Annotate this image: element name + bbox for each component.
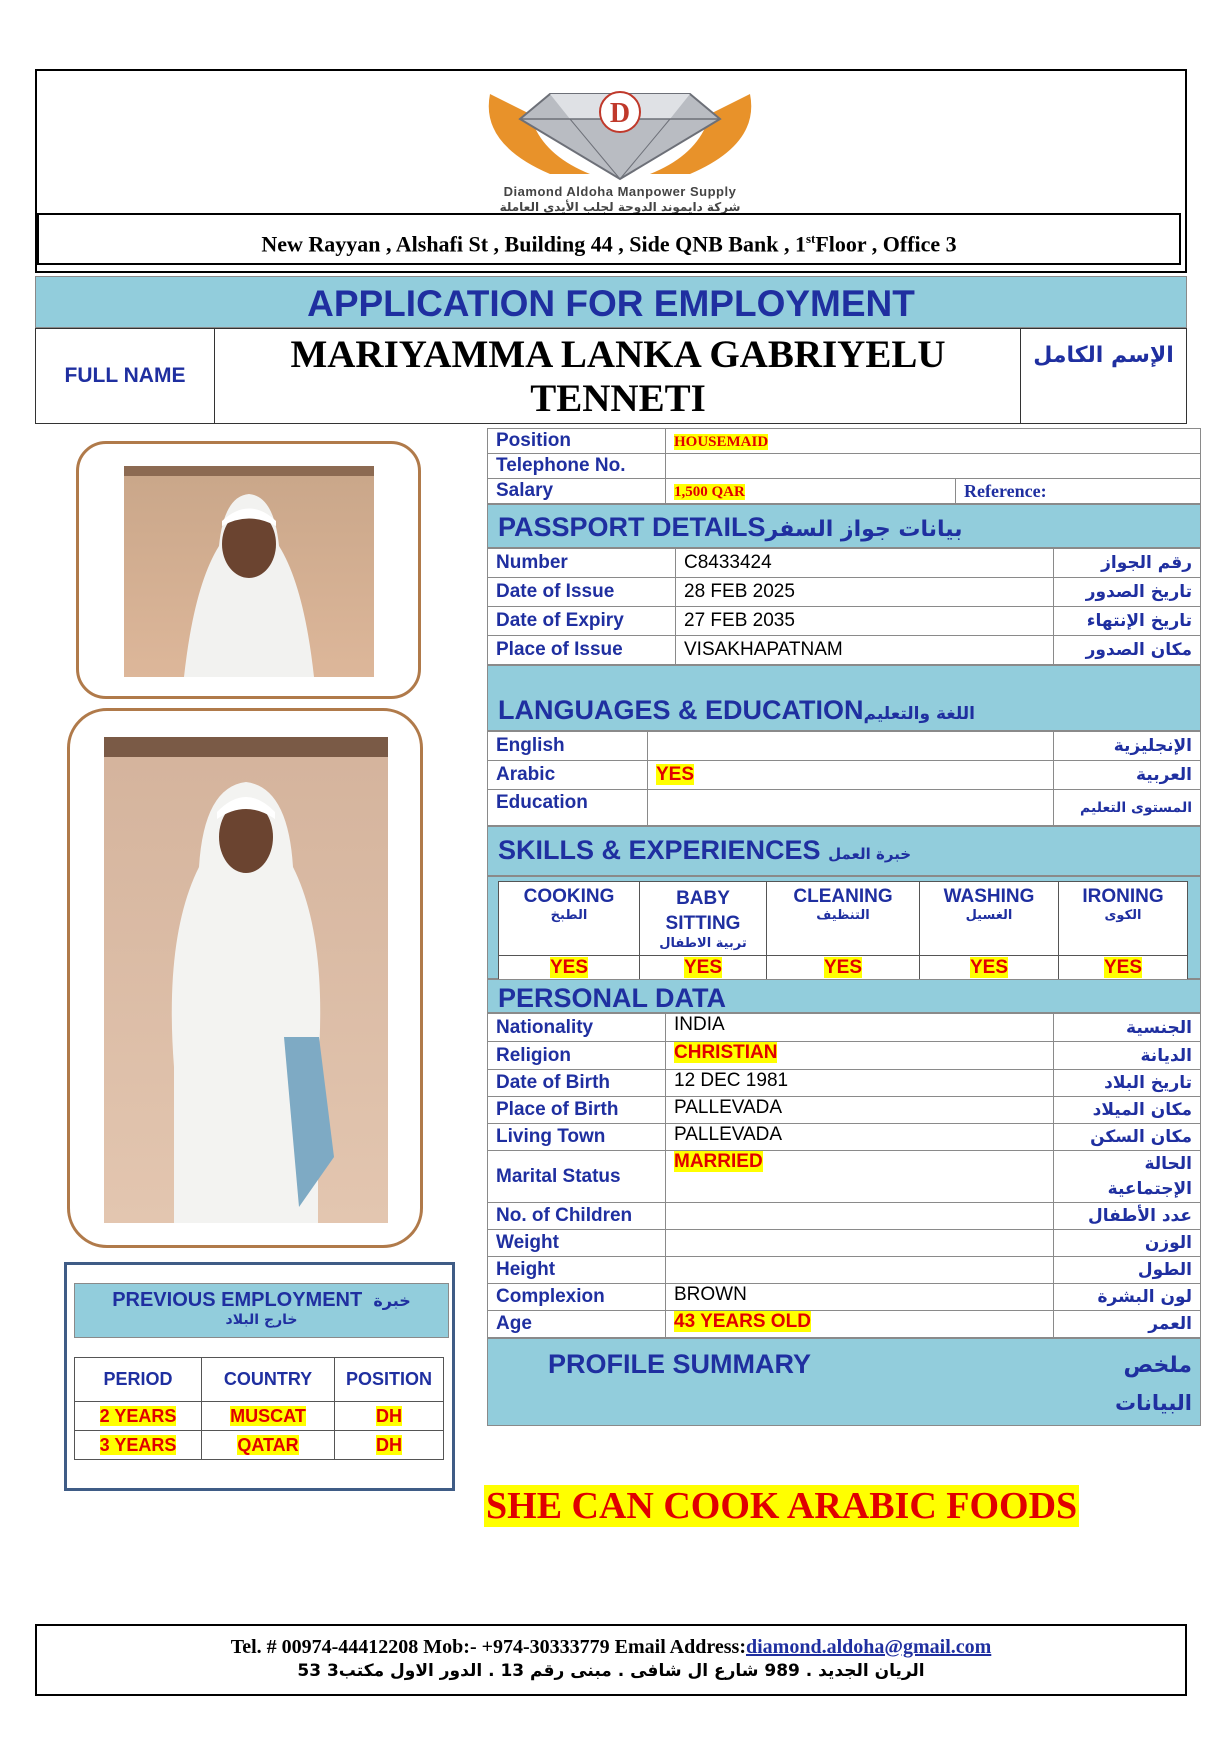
col-position: POSITION [335,1358,444,1402]
position-value: HOUSEMAID [674,434,769,450]
profile-summary-title: PROFILE SUMMARY [548,1349,811,1379]
table-row: Living Town PALLEVADA مكان السكن [488,1124,1201,1151]
passport-table [487,548,1201,665]
table-row: Nationality INDIA الجنسية [488,1014,1201,1042]
salary-label: Salary [488,479,666,504]
english-value [648,732,1054,761]
age-value: 43 YEARS OLD [674,1311,811,1332]
footer-email-link[interactable]: diamond.aldoha@gmail.com [745,1636,992,1658]
skill-value: YES [823,957,863,978]
job-info-table [487,428,1201,504]
skill-value: YES [1103,957,1143,978]
table-row [75,1402,444,1431]
full-body-photo [104,737,388,1223]
table-row: No. of Children عدد الأطفال [488,1203,1201,1230]
logo-diamond-hands-icon [470,74,770,184]
arabic-value: YES [656,764,695,785]
address-bar [37,213,1181,265]
details-column [487,428,1201,1426]
passport-heading-ar: بيانات جواز السفر [765,517,963,542]
footer-phone-text: Tel. # 00974-44412208 Mob:- +974-30333779 Email Address: [230,1636,746,1658]
full-name-row [35,328,1187,424]
address-ordinal: st [805,231,816,246]
table-row: Date of Birth 12 DEC 1981 تاريخ البلاد [488,1070,1201,1097]
svg-text:D: D [609,98,631,129]
skill-ironing: IRONING الكوى [1059,882,1188,956]
table-row: Complexion BROWN لون البشرة [488,1284,1201,1311]
table-row: Number C8433424 رقم الجواز [488,549,1201,578]
table-row: Date of Issue 28 FEB 2025 تاريخ الصدور [488,578,1201,607]
previous-employment-title-ar-2: خارج البلاد [225,1312,298,1328]
full-name-line-1: MARIYAMMA LANKA GABRIYELU [290,333,946,376]
table-row: English الإنجليزية [488,732,1201,761]
skills-heading [487,826,1201,876]
application-title: APPLICATION FOR EMPLOYMENT [35,276,1187,328]
photo-frame-portrait [76,441,421,699]
address-text: New Rayyan , Alshafi St , Building 44 , Side QNB Bank , 1 [261,231,806,257]
skill-cooking: COOKING الطبخ [499,882,640,956]
skills-panel [487,876,1201,979]
reference-label: Reference: [956,479,1201,504]
salary-value: 1,500 QAR [674,484,745,500]
table-row [75,1431,444,1460]
portrait-photo [124,466,374,677]
languages-table [487,731,1201,826]
table-row: Marital Status MARRIED الحالة الإجتماعية [488,1151,1201,1203]
marital-status-value: MARRIED [674,1151,763,1172]
table-row: Height الطول [488,1257,1201,1284]
table-row: Education المستوى التعليم [488,790,1201,826]
skill-cleaning: CLEANING التنظيف [767,882,920,956]
passport-expiry-date: 27 FEB 2035 [676,607,1054,636]
passport-issue-date: 28 FEB 2025 [676,578,1054,607]
photo-frame-full-body [67,708,423,1248]
full-name-line-2: TENNETI [530,377,706,420]
position-label: Position [488,429,666,454]
full-name-label-ar: الإسم الكامل [1020,329,1186,423]
table-row: Place of Issue VISAKHAPATNAM مكان الصدور [488,636,1201,665]
table-row: Weight الوزن [488,1230,1201,1257]
full-name-label: FULL NAME [36,329,215,423]
footer-contact [35,1624,1187,1696]
previous-employment-heading [74,1283,449,1338]
person-portrait-icon [124,466,374,677]
table-row: Age 43 YEARS OLD العمر [488,1311,1201,1338]
skills-table [498,881,1188,981]
languages-heading-en: LANGUAGES & EDUCATION [498,695,864,725]
profile-summary [487,1338,1201,1426]
table-row: Religion CHRISTIAN الديانة [488,1042,1201,1070]
previous-employment-title: PREVIOUS EMPLOYMENT [112,1289,363,1311]
passport-number: C8433424 [676,549,1054,578]
languages-heading [487,665,1201,731]
address-text-end: Floor , Office 3 [815,231,957,257]
table-row: Arabic YES العربية [488,761,1201,790]
religion-value: CHRISTIAN [674,1042,778,1063]
company-name-ar: شركة دايموند الدوحة لجلب الأيدي العاملة [499,200,741,214]
skill-baby-sitting: BABY SITTING تربية الاطفال [640,882,767,956]
period-value: 2 YEARS [99,1405,177,1426]
telephone-label: Telephone No. [488,454,666,479]
table-row: Date of Expiry 27 FEB 2035 تاريخ الإنتهاء [488,607,1201,636]
table-row: Place of Birth PALLEVADA مكان الميلاد [488,1097,1201,1124]
profile-summary-title-ar: ملخص [1123,1353,1192,1378]
passport-place: VISAKHAPATNAM [676,636,1054,665]
company-logo [470,74,770,214]
country-value: QATAR [237,1434,299,1455]
profile-summary-title-ar-2: البيانات [1115,1391,1192,1415]
previous-employment-box [64,1262,455,1491]
skill-value: YES [683,957,723,978]
person-standing-icon [104,737,388,1223]
footer-address-ar: 53 الريان الجديد . 989 شارع ال شافى . مبنى رقم 13 . الدور الاول مكتب3 [297,1661,925,1681]
telephone-value [666,454,1201,479]
special-note [484,1484,1079,1528]
previous-employment-title-ar: خبرة [373,1291,411,1310]
col-country: COUNTRY [202,1358,335,1402]
education-value [648,790,1054,826]
special-note-text: SHE CAN COOK ARABIC FOODS [486,1485,1078,1527]
skills-heading-en: SKILLS & EXPERIENCES [498,835,821,865]
skill-washing: WASHING الغسيل [920,882,1059,956]
period-value: 3 YEARS [99,1434,177,1455]
previous-employment-table [74,1357,444,1460]
personal-heading: PERSONAL DATA [487,979,1201,1013]
position-value: DH [376,1434,402,1455]
skill-value: YES [549,957,589,978]
full-name-value [214,329,1022,423]
languages-heading-ar: اللغة والتعليم [863,704,976,724]
personal-table [487,1013,1201,1338]
country-value: MUSCAT [230,1405,306,1426]
position-value: DH [376,1405,402,1426]
col-period: PERIOD [75,1358,202,1402]
skills-heading-ar: خبرة العمل [828,845,912,863]
company-name-en: Diamond Aldoha Manpower Supply [503,184,737,199]
passport-heading-en: PASSPORT DETAILS [498,512,766,542]
passport-heading [487,504,1201,548]
skill-value: YES [969,957,1009,978]
